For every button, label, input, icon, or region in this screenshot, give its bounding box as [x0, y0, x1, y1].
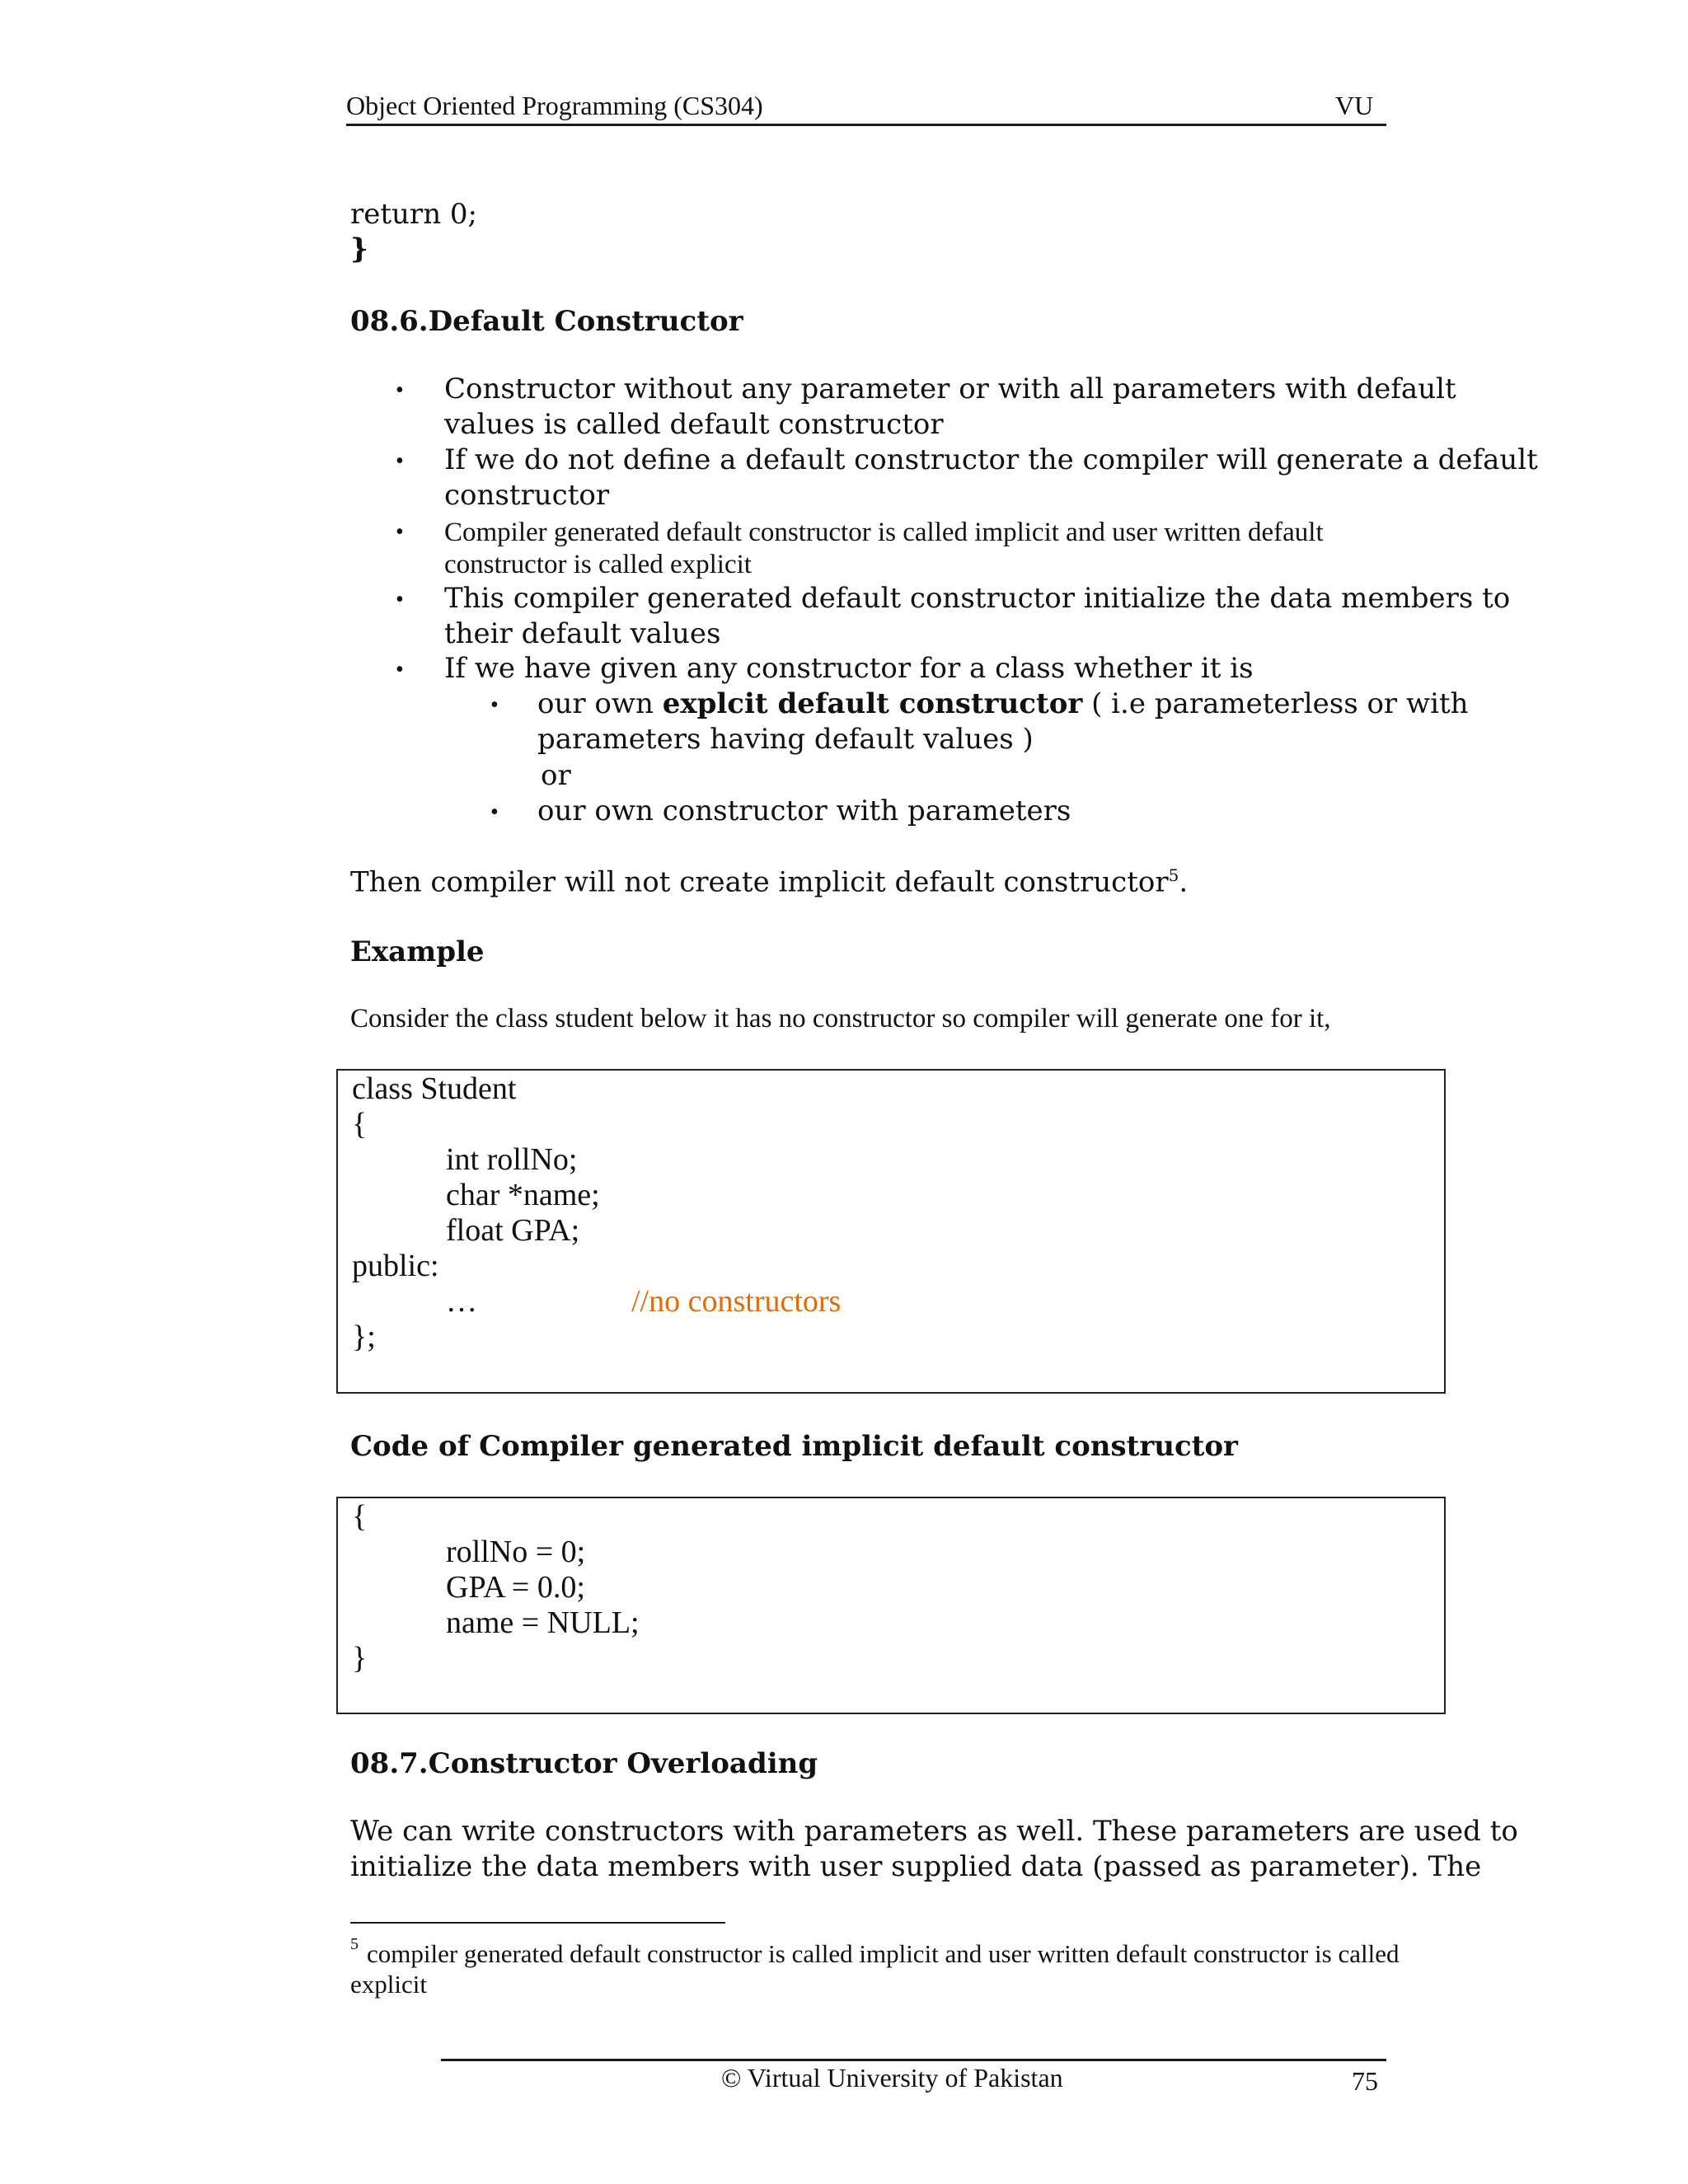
conclusion-text — [350, 865, 1188, 898]
page-number: 75 — [1352, 2066, 1378, 2096]
bullet-3-line2: constructor is called explicit — [444, 550, 752, 579]
example-heading: Example — [350, 935, 485, 968]
code-line: public: — [352, 1249, 439, 1283]
sub-bullet-1-line1 — [537, 687, 1469, 720]
bullet-glyph: • — [490, 692, 499, 718]
code-line: } — [352, 1641, 368, 1675]
code-line: rollNo = 0; — [446, 1535, 586, 1569]
bullet-4-line2: their default values — [444, 617, 721, 650]
code-line: float GPA; — [446, 1213, 580, 1248]
overloading-line1: We can write constructors with parameters as well. These parameters are used to — [350, 1815, 1518, 1848]
section-heading-default-constructor: 08.6.Default Constructor — [350, 305, 743, 338]
code-line: int rollNo; — [446, 1142, 578, 1177]
code-line: }; — [352, 1319, 376, 1354]
sub-bullet-1-line2: parameters having default values ) — [537, 723, 1034, 756]
code-comment: //no constructors — [631, 1284, 842, 1319]
sub-bullet-1-suffix: ( i.e parameterless or with — [1082, 687, 1469, 720]
bullet-glyph: • — [396, 519, 404, 545]
sub-bullet-1-bold: explcit default constructor — [662, 687, 1083, 720]
header-rule — [346, 124, 1386, 126]
bullet-4-line1: This compiler generated default constructor initialize the data members to — [444, 582, 1511, 615]
bullet-glyph: • — [396, 587, 404, 612]
or-text: or — [541, 759, 571, 792]
conclusion-main: Then compiler will not create implicit default constructor — [350, 865, 1169, 899]
code-box-implicit-constructor — [336, 1497, 1446, 1714]
bullet-2-line2: constructor — [444, 479, 610, 512]
bullet-5-line1: If we have given any constructor for a class whether it is — [444, 652, 1254, 685]
header-right: VU — [1335, 91, 1374, 120]
footnote-line2: explicit — [350, 1970, 427, 1999]
footnote-ref: 5 — [1168, 865, 1179, 885]
conclusion-end: . — [1179, 865, 1189, 899]
sub-bullet-2: our own constructor with parameters — [537, 794, 1071, 827]
code-line: class Student — [352, 1071, 517, 1106]
bullet-1-line2: values is called default constructor — [444, 408, 944, 441]
footnote-number: 5 — [350, 1935, 359, 1953]
bullet-glyph: • — [396, 448, 404, 474]
bullet-glyph: • — [490, 799, 499, 825]
section-heading-constructor-overloading: 08.7.Constructor Overloading — [350, 1747, 818, 1780]
footer-rule — [441, 2059, 1386, 2061]
code-line: … — [446, 1284, 477, 1319]
header-title: Object Oriented Programming (CS304) — [346, 91, 763, 120]
return-line: return 0; — [350, 198, 477, 231]
close-brace: } — [350, 232, 368, 265]
bullet-glyph: • — [396, 657, 404, 682]
example-intro: Consider the class student below it has no constructor so compiler will generate one for it, — [350, 1004, 1331, 1033]
implicit-heading: Code of Compiler generated implicit default constructor — [350, 1430, 1238, 1463]
code-line: GPA = 0.0; — [446, 1570, 585, 1605]
footnote-line1: compiler generated default constructor is called implicit and user written default constructor is called — [367, 1939, 1400, 1968]
code-line: char *name; — [446, 1178, 600, 1212]
bullet-1-line1: Constructor without any parameter or with all parameters with default — [444, 373, 1456, 405]
footnote-rule — [350, 1922, 725, 1924]
code-box-student-class — [336, 1069, 1446, 1394]
code-line: { — [352, 1499, 368, 1534]
bullet-glyph: • — [396, 377, 404, 403]
code-line: { — [352, 1107, 368, 1141]
code-line: name = NULL; — [446, 1605, 640, 1640]
sub-bullet-1-prefix: our own — [537, 687, 663, 720]
footer-copyright: © Virtual University of Pakistan — [721, 2063, 1063, 2093]
bullet-3-line1: Compiler generated default constructor is called implicit and user written default — [444, 518, 1324, 547]
overloading-line2: initialize the data members with user supplied data (passed as parameter). The — [350, 1850, 1482, 1883]
bullet-2-line1: If we do not define a default constructor the compiler will generate a default — [444, 443, 1538, 476]
